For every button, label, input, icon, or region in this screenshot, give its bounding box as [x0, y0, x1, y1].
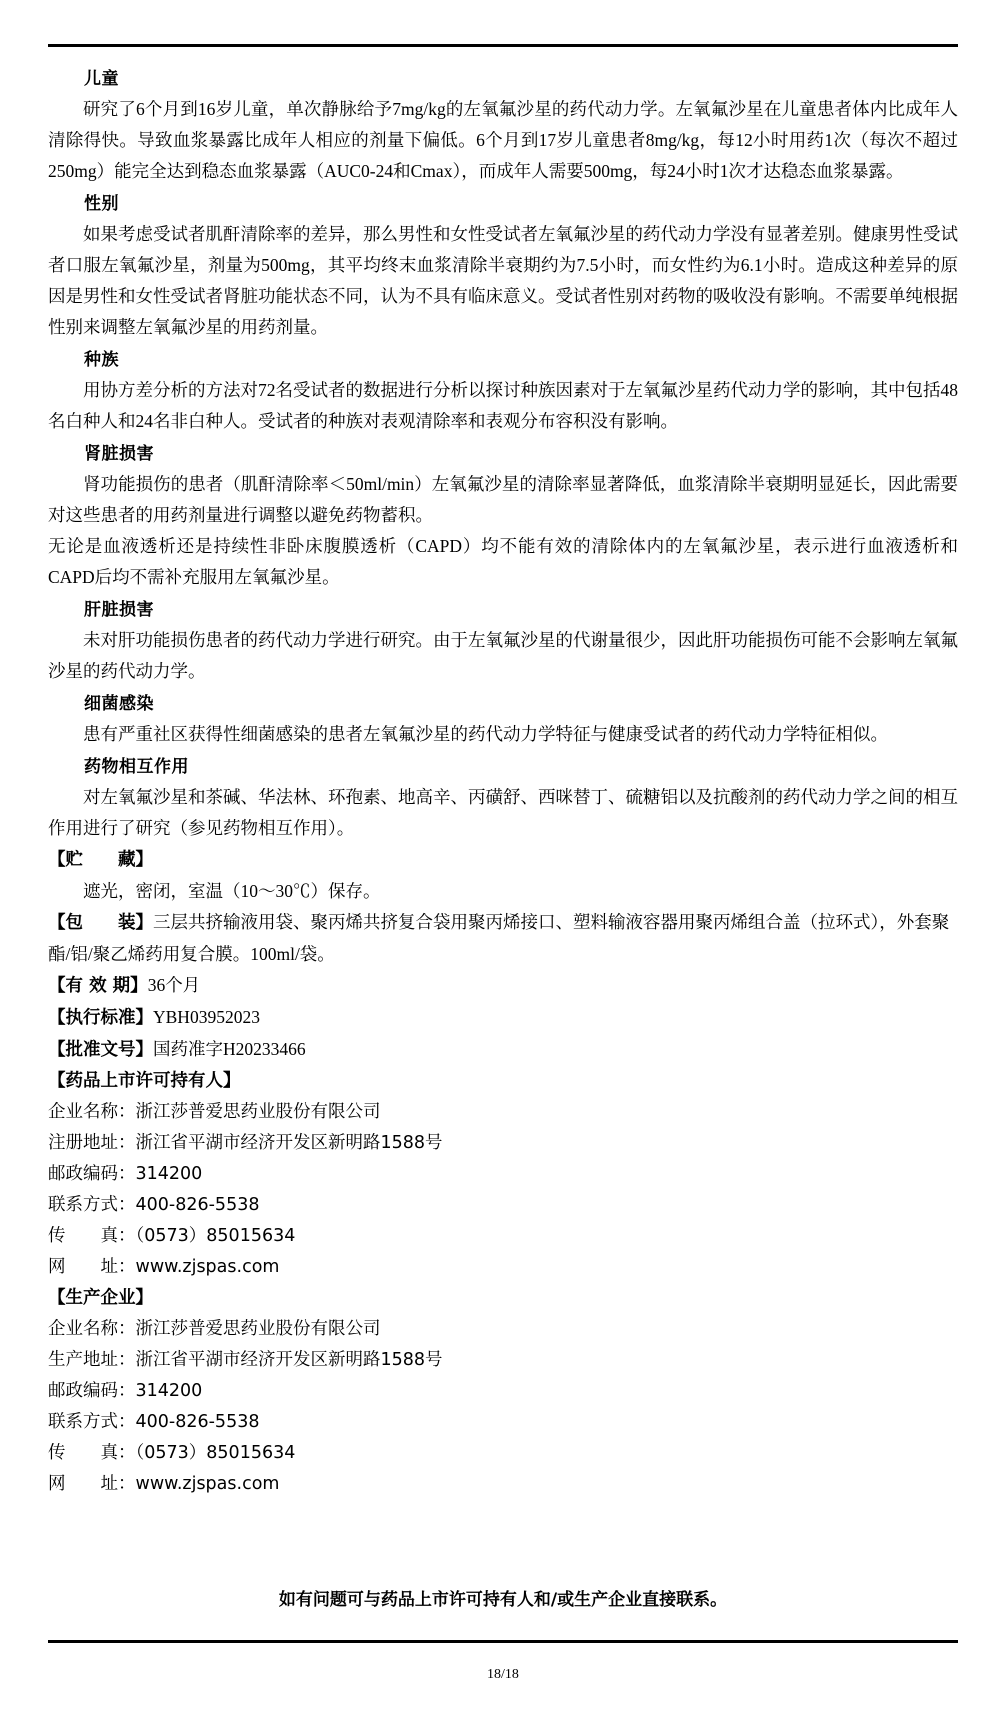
mah-postal-code	[48, 1159, 958, 1190]
manufacturer-company-name-key: 企业名称：	[48, 1319, 136, 1339]
field-storage-value: 遮光，密闭，室温（10～30℃）保存。	[83, 881, 381, 901]
manufacturer-address	[48, 1345, 958, 1376]
manufacturer-website	[48, 1469, 958, 1500]
manufacturer-fax-key: 传 真：	[48, 1443, 136, 1463]
field-standard	[48, 1002, 958, 1034]
manufacturer-postal-code-key: 邮政编码：	[48, 1381, 136, 1401]
manufacturer-fax-value: （0573）85015634	[135, 1443, 296, 1463]
section-heading-gender: 性别	[84, 194, 119, 214]
mah-fax-value: （0573）85015634	[135, 1226, 296, 1246]
section-heading-race: 种族	[84, 350, 119, 370]
field-shelf-life	[48, 970, 958, 1002]
field-packaging-label: 【包 装】	[48, 913, 153, 933]
field-approval-number-value: 国药准字H20233466	[153, 1039, 306, 1059]
manufacturer-contact-key: 联系方式：	[48, 1412, 136, 1432]
manufacturer-address-value: 浙江省平湖市经济开发区新明路1588号	[135, 1350, 443, 1370]
mah-registered-address-key: 注册地址：	[48, 1133, 136, 1153]
mah-postal-code-key: 邮政编码：	[48, 1164, 136, 1184]
field-standard-value: YBH03952023	[153, 1007, 260, 1027]
mah-title: 【药品上市许可持有人】	[48, 1071, 241, 1091]
manufacturer-postal-code	[48, 1376, 958, 1407]
section-heading-renal-impairment: 肾脏损害	[84, 444, 154, 464]
manufacturer-address-key: 生产地址：	[48, 1350, 136, 1370]
mah-fax	[48, 1221, 958, 1252]
mah-company-name-key: 企业名称：	[48, 1102, 136, 1122]
manufacturer-title: 【生产企业】	[48, 1288, 153, 1308]
field-storage	[48, 844, 958, 876]
field-packaging-value: 三层共挤输液用袋、聚丙烯共挤复合袋用聚丙烯接口、塑料输液容器用聚丙烯组合盖（拉环式），外套聚酯/铝/聚乙烯药用复合膜。100ml/袋。	[48, 912, 950, 964]
manufacturer-company-name-value: 浙江莎普爱思药业股份有限公司	[135, 1319, 381, 1339]
mah-website-key: 网 址：	[48, 1257, 136, 1277]
mah-registered-address	[48, 1128, 958, 1159]
manufacturer-contact	[48, 1407, 958, 1438]
field-shelf-life-value: 36个月	[147, 975, 201, 995]
mah-fax-key: 传 真：	[48, 1226, 136, 1246]
mah-contact-key: 联系方式：	[48, 1195, 136, 1215]
mah-contact	[48, 1190, 958, 1221]
section-paragraph-renal-impairment-2: 无论是血液透析还是持续性非卧床腹膜透析（CAPD）均不能有效的清除体内的左氧氟沙星，表示进行血液透析和CAPD后均不需补充服用左氧氟沙星。	[48, 536, 958, 587]
mah-company-name	[48, 1097, 958, 1128]
manufacturer-website-value: www.zjspas.com	[135, 1474, 280, 1494]
section-paragraph-race: 用协方差分析的方法对72名受试者的数据进行分析以探讨种族因素对于左氧氟沙星药代动力学的影响，其中包括48名白种人和24名非白种人。受试者的种族对表观清除率和表观分布容积没有影响。	[48, 380, 958, 431]
mah-website	[48, 1252, 958, 1283]
section-heading-bacterial-infection: 细菌感染	[84, 694, 154, 714]
footer-divider	[48, 1640, 958, 1643]
manufacturer-website-key: 网 址：	[48, 1474, 136, 1494]
field-approval-number-label: 【批准文号】	[48, 1040, 153, 1060]
field-storage-label: 【贮 藏】	[48, 850, 153, 870]
manufacturer-contact-value: 400-826-5538	[135, 1412, 260, 1432]
field-standard-label: 【执行标准】	[48, 1008, 153, 1028]
mah-registered-address-value: 浙江省平湖市经济开发区新明路1588号	[135, 1133, 443, 1153]
section-paragraph-children: 研究了6个月到16岁儿童，单次静脉给予7mg/kg的左氧氟沙星的药代动力学。左氧氟沙星在儿童患者体内比成年人清除得快。导致血浆暴露比成年人相应的剂量下偏低。6个月到17岁儿童患者8mg/kg，每12小时用药1次（每次不超过250mg）能完全达到稳态血浆暴露（AUC0-24和Cmax），而成年人需要500mg，每24小时1次才达稳态血浆暴露。	[48, 99, 958, 181]
field-approval-number	[48, 1034, 958, 1066]
section-heading-drug-interactions: 药物相互作用	[84, 757, 189, 777]
mah-company-name-value: 浙江莎普爱思药业股份有限公司	[135, 1102, 381, 1122]
mah-website-value: www.zjspas.com	[135, 1257, 280, 1277]
section-paragraph-bacterial-infection: 患有严重社区获得性细菌感染的患者左氧氟沙星的药代动力学特征与健康受试者的药代动力学特征相似。	[83, 724, 888, 744]
mah-contact-value: 400-826-5538	[135, 1195, 260, 1215]
field-shelf-life-label: 【有 效 期】	[48, 976, 148, 996]
page-number: 18/18	[487, 1667, 519, 1682]
section-heading-hepatic-impairment: 肝脏损害	[84, 600, 154, 620]
document-body	[48, 62, 958, 1500]
section-heading-children: 儿童	[84, 69, 119, 89]
footer-note: 如有问题可与药品上市许可持有人和/或生产企业直接联系。	[278, 1590, 728, 1610]
mah-postal-code-value: 314200	[135, 1164, 203, 1184]
manufacturer-fax	[48, 1438, 958, 1469]
header-divider	[48, 44, 958, 47]
manufacturer-postal-code-value: 314200	[135, 1381, 203, 1401]
section-paragraph-gender: 如果考虑受试者肌酐清除率的差异，那么男性和女性受试者左氧氟沙星的药代动力学没有显著差别。健康男性受试者口服左氧氟沙星，剂量为500mg，其平均终末血浆清除半衰期约为7.5小时，而女性约为6.1小时。造成这种差异的原因是男性和女性受试者肾脏功能状态不同，认为不具有临床意义。受试者性别对药物的吸收没有影响。不需要单纯根据性别来调整左氧氟沙星的用药剂量。	[48, 224, 958, 337]
section-paragraph-drug-interactions: 对左氧氟沙星和茶碱、华法林、环孢素、地高辛、丙磺舒、西咪替丁、硫糖铝以及抗酸剂的药代动力学之间的相互作用进行了研究（参见药物相互作用）。	[48, 787, 958, 838]
section-paragraph-renal-impairment-1: 肾功能损伤的患者（肌酐清除率＜50ml/min）左氧氟沙星的清除率显著降低，血浆清除半衰期明显延长，因此需要对这些患者的用药剂量进行调整以避免药物蓄积。	[48, 474, 958, 525]
manufacturer-company-name	[48, 1314, 958, 1345]
field-packaging	[48, 907, 958, 970]
section-paragraph-hepatic-impairment: 未对肝功能损伤患者的药代动力学进行研究。由于左氧氟沙星的代谢量很少，因此肝功能损伤可能不会影响左氧氟沙星的药代动力学。	[48, 630, 958, 681]
